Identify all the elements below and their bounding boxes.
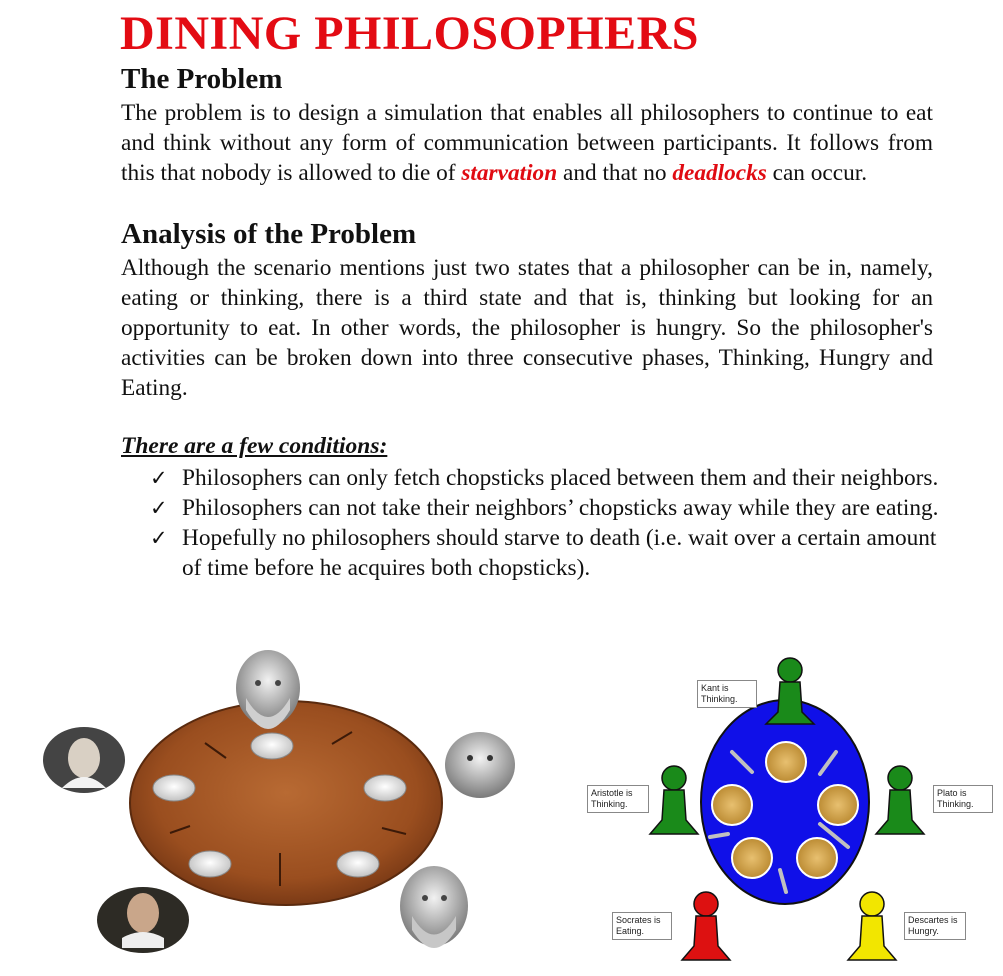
analysis-heading: Analysis of the Problem — [121, 218, 417, 250]
deadlocks-emphasis: deadlocks — [672, 160, 767, 186]
descartes-pawn — [848, 892, 896, 960]
checkmark-icon: ✓ — [150, 466, 168, 490]
plato-bust — [445, 732, 515, 798]
descartes-status-label: Descartes is Hungry. — [904, 912, 966, 940]
socrates-bust — [400, 866, 468, 948]
socrates-status-label: Socrates is Eating. — [612, 912, 672, 940]
checkmark-icon: ✓ — [150, 496, 168, 520]
aristotle-status-label: Aristotle is Thinking. — [587, 785, 649, 813]
problem-text: and that no — [557, 160, 673, 186]
plate — [364, 775, 406, 801]
analysis-paragraph: Although the scenario mentions just two states that a philosopher can be in, namely, eating or thinking, there is a third state and that is, thinking but looking for an opportunity to eat. In other words, the philosopher is hungry. So the philosopher's activities can be broken down into three consecutive phases, Thinking, Hungry and Eating. — [121, 255, 933, 401]
list-item: ✓ Hopefully no philosophers should starve to death (i.e. wait over a certain amount of time before he acquires both chopsticks). — [150, 525, 937, 581]
food-plate — [766, 742, 806, 782]
conditions-list — [150, 463, 950, 583]
page-title: DINING PHILOSOPHERS — [120, 7, 699, 60]
plato-pawn — [876, 766, 924, 834]
problem-text: can occur. — [766, 160, 868, 186]
problem-heading: The Problem — [121, 63, 283, 95]
plato-status-label: Plato is Thinking. — [933, 785, 993, 813]
wooden-table-illustration — [40, 648, 560, 968]
descartes-portrait — [97, 887, 189, 953]
food-plate — [732, 838, 772, 878]
kant-status-label: Kant is Thinking. — [697, 680, 757, 708]
list-item: ✓ Philosophers can only fetch chopsticks placed between them and their neighbors. — [150, 465, 939, 491]
socrates-pawn — [682, 892, 730, 960]
food-plate — [797, 838, 837, 878]
plate — [189, 851, 231, 877]
food-plate — [712, 785, 752, 825]
food-plate — [818, 785, 858, 825]
list-item: ✓ Philosophers can not take their neighbors’ chopsticks away while they are eating. — [150, 495, 939, 521]
starvation-emphasis: starvation — [461, 160, 558, 186]
plate — [153, 775, 195, 801]
plate — [251, 733, 293, 759]
table-surface — [130, 701, 442, 905]
plate — [337, 851, 379, 877]
problem-text: The problem is to design a simulation that enables all philosophers to continue to eat and think without any form of communication between participants. It follows from this that nobody is allowed to die of — [121, 100, 933, 186]
aristotle-pawn — [650, 766, 698, 834]
checkmark-icon: ✓ — [150, 526, 168, 550]
kant-portrait — [43, 727, 125, 793]
conditions-heading: There are a few conditions: — [121, 433, 388, 459]
problem-paragraph — [121, 98, 933, 188]
